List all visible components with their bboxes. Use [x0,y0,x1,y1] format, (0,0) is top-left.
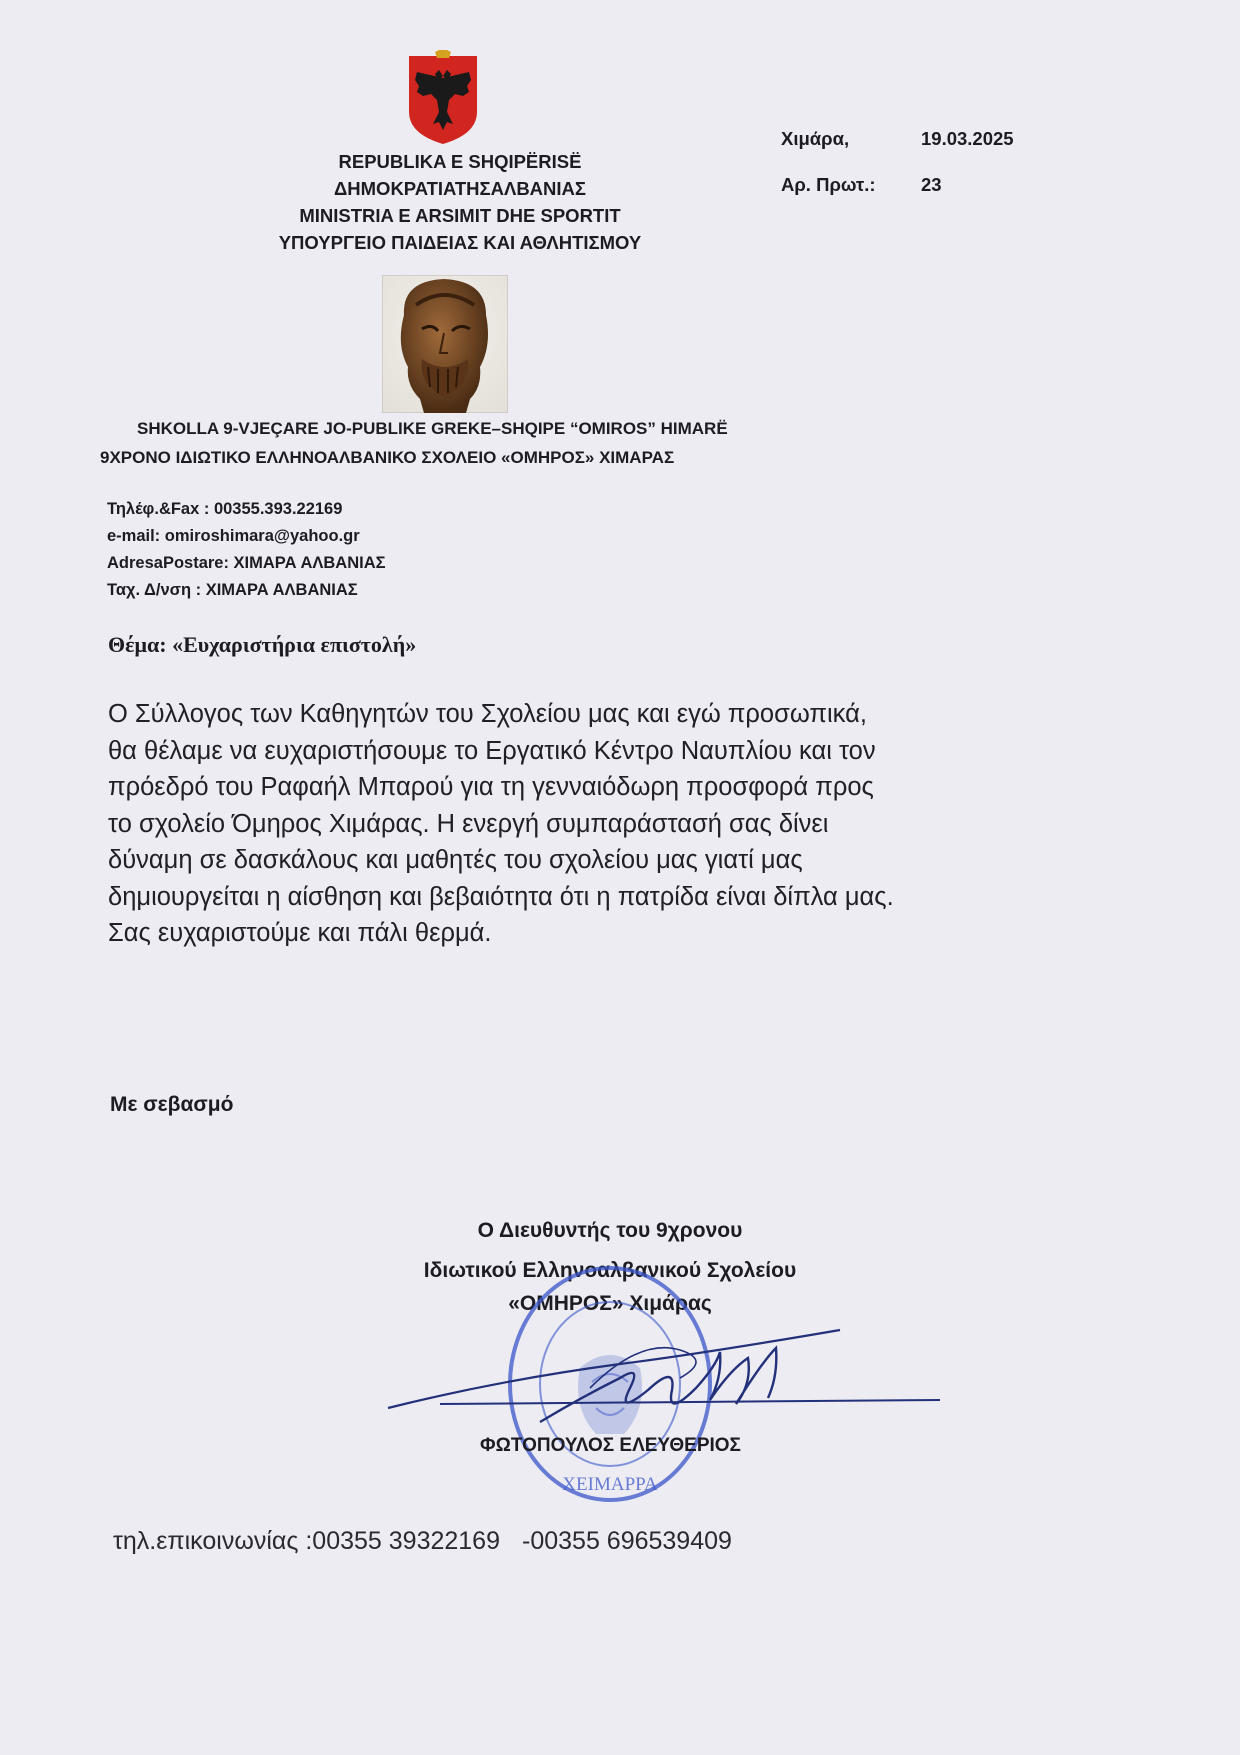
footer-phone-2: -00355 696539409 [522,1527,732,1555]
protocol-label: Αρ. Πρωτ.: [781,174,876,195]
director-name: ΦΩΤΟΠΟΥΛΟΣ ΕΛΕΥΘΕΡΙΟΣ [480,1435,741,1456]
header-line-republic-greek: ΔΗΜΟΚΡΑΤΙΑΤΗΣΑΛΒΑΝΙΑΣ [333,178,587,199]
footer-phone-1: 00355 39322169 [312,1527,500,1555]
body-line: Ο Σύλλογος των Καθηγητών του Σχολείου μας και εγώ προσωπικά, [108,700,867,728]
footer-phone [113,1527,732,1556]
school-name-albanian: SHKOLLA 9-VJEÇARE JO-PUBLIKE GREKE–SHQIPE “OMIROS” HIMARË [137,419,728,438]
body-line: Σας ευχαριστούμε και πάλι θερμά. [108,919,492,947]
header-line-ministry: MINISTRIA E ARSIMIT DHE SPORTIT [299,205,621,226]
contact-email: e-mail: omiroshimara@yahoo.gr [107,527,360,545]
director-line-1: Ο Διευθυντής του 9χρονου [477,1219,743,1242]
footer-phone-label: τηλ.επικοινωνίας : [113,1527,313,1555]
contact-postal: Ταχ. Δ/νση : ΧΙΜΑΡΑ ΑΛΒΑΝΙΑΣ [107,581,358,599]
stamp-text: ΧΕΙΜΑΡΡΑ [562,1474,658,1495]
signature-icon [380,1318,940,1448]
header-line-ministry-greek: ΥΠΟΥΡΓΕΙΟ ΠΑΙΔΕΙΑΣ ΚΑΙ ΑΘΛΗΤΙΣΜΟΥ [278,232,642,253]
letter-date: 19.03.2025 [921,128,1014,149]
school-names [100,414,728,472]
letter-body [108,696,1148,952]
albanian-emblem-icon [405,50,481,146]
contact-address: AdresaPostare: ΧΙΜΑΡΑ ΑΛΒΑΝΙΑΣ [107,554,386,572]
body-line: θα θέλαμε να ευχαριστήσουμε το Εργατικό Κέντρο Ναυπλίου και τον [108,736,876,765]
header-line-republic: REPUBLIKA E SHQIPËRISË [338,151,582,172]
contact-phone-fax: Τηλέφ.&Fax : 00355.393.22169 [107,500,343,518]
closing-regards: Με σεβασμό [110,1093,234,1116]
school-name-greek: 9ΧΡΟΝΟ ΙΔΙΩΤΙΚΟ ΕΛΛΗΝΟΑΛΒΑΝΙΚΟ ΣΧΟΛΕΙΟ «ΟΜΗΡΟΣ» ΧΙΜΑΡΑΣ [100,448,675,467]
ministry-header [240,148,680,256]
body-line: το σχολείο Όμηρος Χιμάρας. Η ενεργή συμπαράστασή σας δίνει [108,809,829,838]
protocol-number: 23 [921,174,942,195]
director-line-2: Ιδιωτικού Ελληνοαλβανικού Σχολείου [423,1259,797,1282]
contact-block [107,496,386,604]
director-line-3: «ΟΜΗΡΟΣ» Χιμάρας [508,1292,712,1315]
place-label: Χιμάρα, [781,128,850,149]
homer-bust-image [382,275,508,413]
body-line: δύναμη σε δασκάλους και μαθητές του σχολείου μας γιατί μας [108,846,803,874]
letter-subject: Θέμα: «Ευχαριστήρια επιστολή» [108,632,417,657]
body-line: δημιουργείται η αίσθηση και βεβαιότητα ότι η πατρίδα είναι δίπλα μας. [108,882,894,911]
body-line: πρόεδρό του Ραφαήλ Μπαρού για τη γενναιόδωρη προσφορά προς [108,773,874,801]
